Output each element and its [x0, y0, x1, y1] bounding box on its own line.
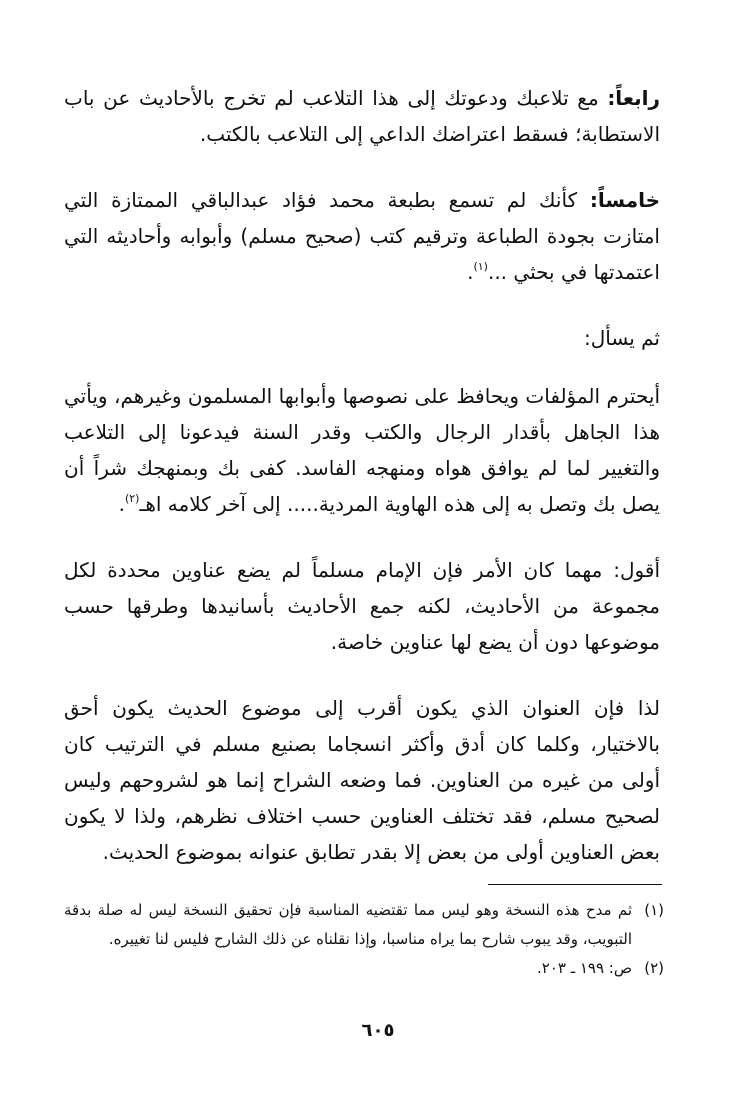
- paragraph-lead: رابعاً:: [607, 86, 660, 110]
- paragraph-quote: [64, 378, 660, 522]
- paragraph-text: أقول: مهما كان الأمر فإن الإمام مسلماً لم يضع عناوين محددة لكل مجموعة من الأحاديث، لكنه جمع الأحاديث بأسانيدها وطرقها حسب موضوعها دون أن يضع لها عناوين خاصة.: [64, 558, 660, 654]
- footnote-number: (١): [644, 901, 664, 919]
- paragraph-end: .: [467, 260, 474, 284]
- footnote-text: ص: ١٩٩ ـ ٢٠٣.: [536, 959, 632, 977]
- paragraph-text: كأنك لم تسمع بطبعة محمد فؤاد عبدالباقي الممتازة التي امتازت بجودة الطباعة وترقيم كتب (صحيح مسلم) وأبوابه وأحاديثه التي اعتمدتها في بحثي ...: [64, 188, 660, 284]
- footnote-ref-1: (١): [473, 260, 488, 273]
- paragraph-end: .: [118, 492, 125, 516]
- paragraph-therefore: [64, 690, 660, 870]
- paragraph-text: مع تلاعبك ودعوتك إلى هذا التلاعب لم تخرج بالأحاديث عن باب الاستطابة؛ فسقط اعتراضك الداعي إلى التلاعب بالكتب.: [64, 86, 660, 146]
- page-number: ٦٠٥: [361, 1020, 395, 1041]
- footnote-text: ثم مدح هذه النسخة وهو ليس مما تقتضيه المناسبة فإن تحقيق النسخة ليس له صلة بدقة التبويب، وقد يبوب شارح بما يراه مناسبا، وإذا نقلناه عن ذلك الشارح فليس لنا تغييره.: [64, 901, 632, 948]
- paragraph-text: أيحترم المؤلفات ويحافظ على نصوصها وأبوابها المسلمون وغيرهم، ويأتي هذا الجاهل بأقدار الرجال والكتب وقدر السنة فيدعونا إلى التلاعب والتغيير لما لم يوافق هواه ومنهجه الفاسد. كفى بك وبمنهجك شراً أن يصل بك وتصل به إلى هذه الهاوية المردية..... إلى آخر كلامه اهـ: [64, 384, 660, 516]
- main-text: [64, 80, 660, 900]
- paragraph-lead: خامساً:: [589, 188, 660, 212]
- paragraph-i-say: [64, 552, 660, 660]
- paragraph-text: لذا فإن العنوان الذي يكون أقرب إلى موضوع الحديث يكون أحق بالاختيار، وكلما كان أدق وأكثر انسجاما بصنيع مسلم في الترتيب كان أولى من غيره من العناوين. فما وضعه الشراح إنما هو لشروحهم وليس لصحيح مسلم، فقد تختلف العناوين حسب اختلاف نظرهم، ولذا لا يكون بعض العناوين أولى من بعض إلا بقدر تطابق عنوانه بموضوع الحديث.: [64, 696, 660, 864]
- footnotes: [64, 896, 664, 983]
- paragraph-then-asks: [64, 320, 660, 356]
- footnote: [64, 954, 664, 983]
- paragraph-fourthly: [64, 80, 660, 152]
- footnote-ref-2: (٢): [124, 492, 140, 505]
- paragraph-fifthly: [64, 182, 660, 290]
- footnote-separator: [488, 884, 662, 885]
- footnote: [64, 896, 664, 954]
- paragraph-text: ثم يسأل:: [583, 326, 660, 350]
- footnote-number: (٢): [644, 959, 664, 977]
